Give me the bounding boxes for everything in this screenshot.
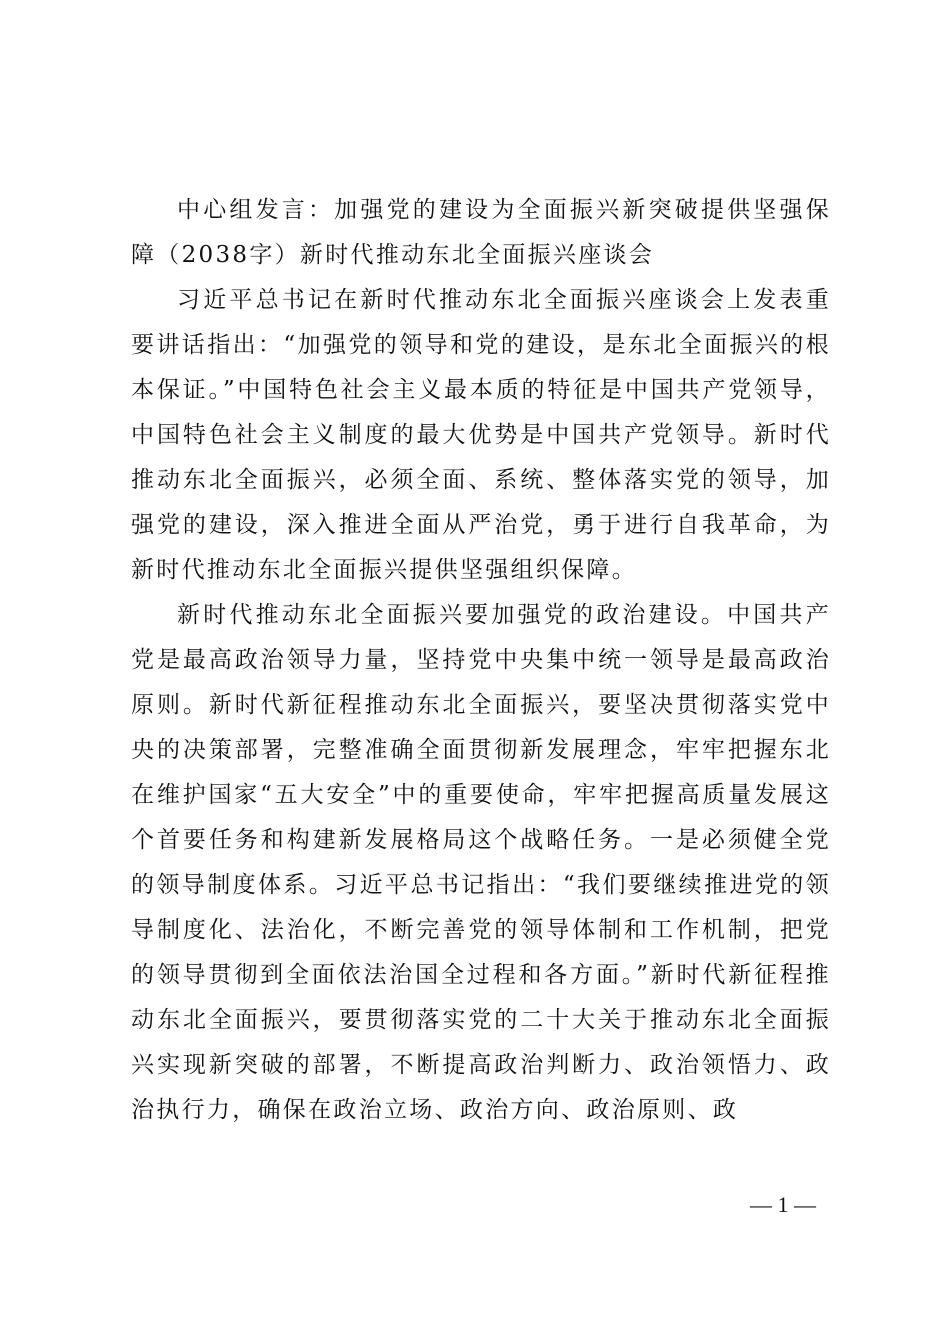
title-paragraph: 中心组发言：加强党的建设为全面振兴新突破提供坚强保障（2038字）新时代推动东北全面振兴座谈会 [131,197,831,268]
body-paragraph-1: 习近平总书记在新时代推动东北全面振兴座谈会上发表重要讲话指出：“加强党的领导和党的建设，是东北全面振兴的根本保证。”中国特色社会主义最本质的特征是中国共产党领导，中国特色社会主义制度的最大优势是中国共产党领导。新时代推动东北全面振兴，必须全面、系统、整体落实党的领导，加强党的建设，深入推进全面从严治党，勇于进行自我革命，为新时代推动东北全面振兴提供坚强组织保障。 [131,287,831,583]
document-body [131,188,831,1133]
body-paragraph-2: 新时代推动东北全面振兴要加强党的政治建设。中国共产党是最高政治领导力量，坚持党中央集中统一领导是最高政治原则。新时代新征程推动东北全面振兴，要坚决贯彻落实党中央的决策部署，完整准确全面贯彻新发展理念，牢牢把握东北在维护国家“五大安全”中的重要使命，牢牢把握高质量发展这个首要任务和构建新发展格局这个战略任务。一是必须健全党的领导制度体系。习近平总书记指出：“我们要继续推进党的领导制度化、法治化，不断完善党的领导体制和工作机制，把党的领导贯彻到全面依法治国全过程和各方面。”新时代新征程推动东北全面振兴，要贯彻落实党的二十大关于推动东北全面振兴实现新突破的部署，不断提高政治判断力、政治领悟力、政治执行力，确保在政治立场、政治方向、政治原则、政 [131,602,831,1123]
page-number: — 1 — [750,1192,816,1217]
